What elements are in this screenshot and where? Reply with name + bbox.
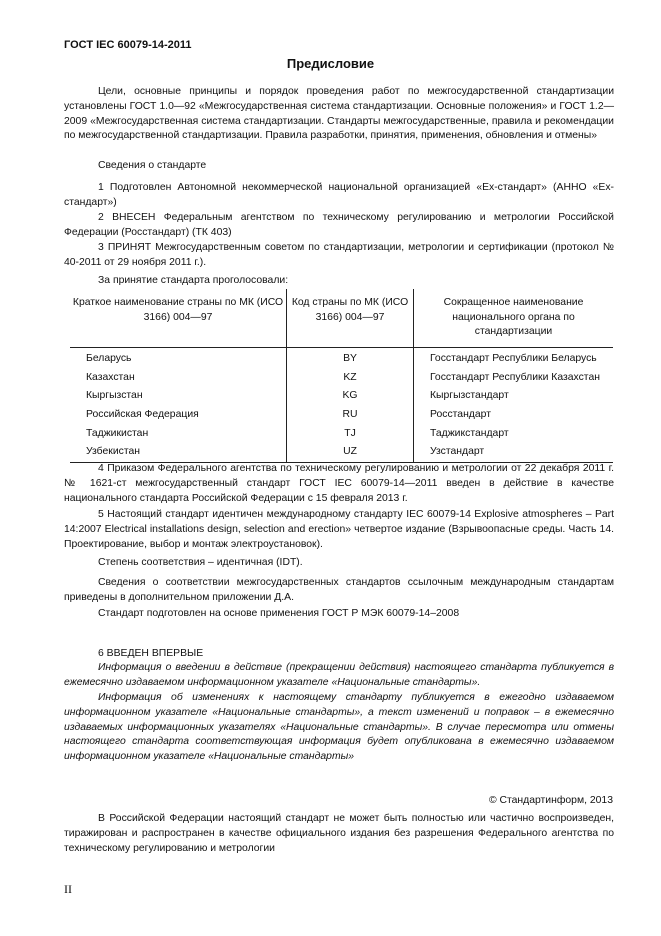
cell-country: Казахстан [70, 369, 287, 388]
table-row [70, 443, 613, 462]
cell-code: KG [287, 387, 414, 406]
cell-country: Российская Федерация [70, 406, 287, 425]
paragraph-prepared: Стандарт подготовлен на основе применения ГОСТ Р МЭК 60079-14–2008 [98, 608, 460, 619]
cell-code: BY [287, 348, 414, 369]
cell-body: Росстандарт [430, 409, 491, 421]
paragraph-item-3: 3 ПРИНЯТ Межгосударственным советом по стандартизации, метрологии и сертификации (протокол № 40-2011 от 29 ноября 2011 г.). [64, 242, 614, 268]
voting-countries-table [70, 289, 613, 463]
cell-body: Кыргызстандарт [430, 390, 509, 402]
paragraph-references: Сведения о соответствии межгосударственных стандартов ссылочным международным стандартам приведены в дополнительном приложении Д.А. [64, 577, 614, 603]
paragraph-rights: В Российской Федерации настоящий стандарт не может быть полностью или частично воспроизведен, тиражирован и распространен в качестве официального издания без разрешения Федерального агентства по техническому регулированию и метрологии [64, 813, 614, 854]
cell-country: Кыргызстан [70, 387, 287, 406]
paragraph-aims: Цели, основные принципы и порядок проведения работ по межгосударственной стандартизации установлены ГОСТ 1.0—92 «Межгосударственная система стандартизации. Основные положения» и ГОСТ 1.2—2009 «Межгосударственная система стандартизации. Стандарты межгосударственные, правила и рекомендации по межгосударственной стандартизации. Правила разработки, принятия, применения, обновления и отмены» [64, 86, 614, 142]
header-country-name: Краткое наименование страны по МК (ИСО 3166) 004—97 [70, 289, 287, 348]
cell-code: TJ [287, 424, 414, 443]
cell-country: Узбекистан [70, 443, 287, 462]
copyright-notice: © Стандартинформ, 2013 [488, 795, 613, 806]
page-number: II [64, 882, 72, 896]
paragraph-voted: За принятие стандарта проголосовали: [98, 275, 289, 286]
cell-code: UZ [287, 443, 414, 462]
paragraph-item-5: 5 Настоящий стандарт идентичен международному стандарту IEC 60079-14 Explosive atmospheres – Part 14:2007 Electrical installations design, selection and erection» четвертое издание (Взрывоопасные среды. Часть 14. Проектирование, выбор и монтаж электроустановок). [64, 509, 614, 550]
cell-country: Таджикистан [70, 424, 287, 443]
table-row [70, 369, 613, 388]
header-standards-body: Сокращенное наименование национального органа по стандартизации [414, 289, 614, 348]
paragraph-item-1: 1 Подготовлен Автономной некоммерческой национальной организацией «Ех-стандарт» (АННО «Ех-стандарт») [64, 182, 614, 208]
paragraph-degree: Степень соответствия – идентичная (IDT). [98, 557, 303, 568]
page-title: Предисловие [286, 56, 375, 71]
paragraph-info-heading: Сведения о стандарте [98, 160, 207, 171]
table-row [70, 387, 613, 406]
table-row [70, 406, 613, 425]
table-row [70, 424, 613, 443]
paragraph-italic-changes-info: Информация об изменениях к настоящему стандарту публикуется в ежегодно издаваемом информационном указателе «Национальные стандарты», а текст изменений и поправок – в ежемесячно издаваемых информационных указателях «Национальные стандарты». В случае пересмотра или отмены настоящего стандарта соответствующая информация будет опубликована в ежемесячно издаваемом информационном указателе «Национальные стандарты» [64, 692, 614, 763]
paragraph-item-4: 4 Приказом Федерального агентства по техническому регулированию и метрологии от 22 декабря 2011 г. № 1621-ст межгосударственный стандарт ГОСТ IEC 60079-14—2011 введен в действие в качестве национального стандарта Российской Федерации с 15 февраля 2013 г. [64, 463, 614, 504]
table-row [70, 348, 613, 369]
paragraph-italic-intro-info: Информация о введении в действие (прекращении действия) настоящего стандарта публикуется в ежемесячно издаваемом информационном указателе «Национальные стандарты». [64, 662, 614, 688]
cell-body: Госстандарт Республики Казахстан [430, 371, 600, 383]
cell-code: KZ [287, 369, 414, 388]
header-country-code: Код страны по МК (ИСО 3166) 004—97 [287, 289, 414, 348]
table-header-row [70, 289, 613, 348]
cell-country: Беларусь [70, 348, 287, 369]
cell-body: Узстандарт [414, 443, 614, 462]
paragraph-item-6: 6 ВВЕДЕН ВПЕРВЫЕ [98, 648, 204, 659]
cell-body: Таджикстандарт [430, 427, 509, 439]
cell-code: RU [287, 406, 414, 425]
paragraph-item-2: 2 ВНЕСЕН Федеральным агентством по техническому регулированию и метрологии Российской Федерации (Росстандарт) (ТК 403) [64, 212, 614, 238]
document-code-header: ГОСТ IEC 60079-14-2011 [64, 39, 192, 51]
cell-body: Госстандарт Республики Беларусь [430, 353, 597, 365]
